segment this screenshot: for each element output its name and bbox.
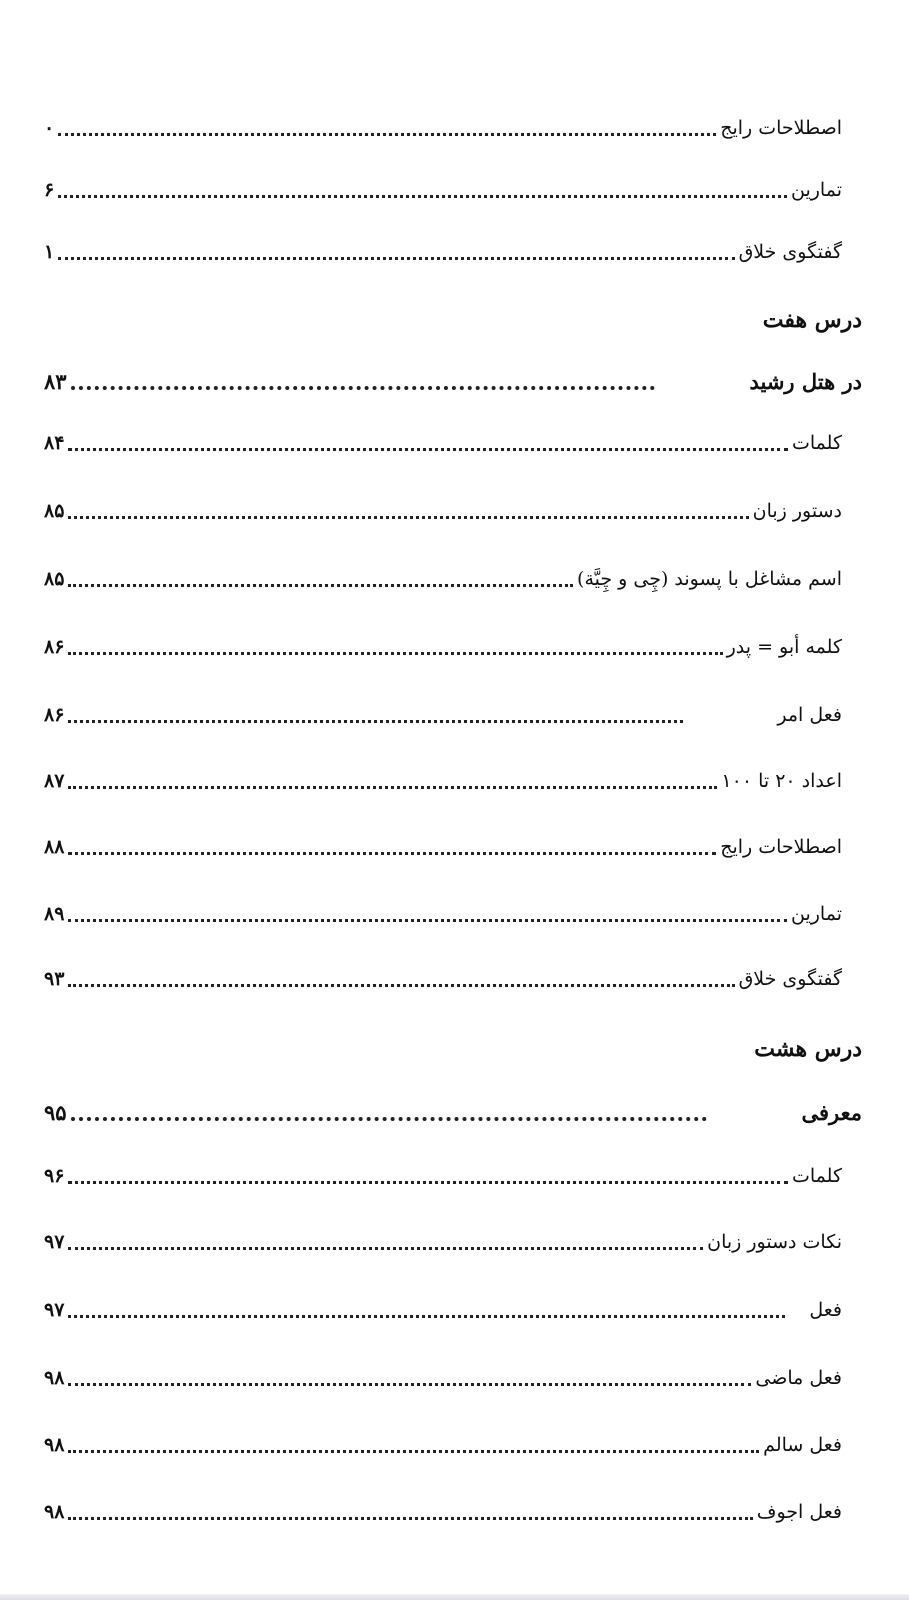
toc-entry-main xyxy=(44,364,862,400)
toc-entry-label: فعل امر xyxy=(777,704,842,726)
toc-entry-label: اصطلاحات رایج xyxy=(720,117,842,139)
toc-entry-label: فعل سالم xyxy=(763,1434,842,1456)
dot-leader xyxy=(68,1247,703,1250)
toc-entry-label: فعل ماضی xyxy=(755,1367,842,1389)
dot-leader xyxy=(68,584,573,587)
dot-leader xyxy=(68,448,788,451)
page-bottom-edge xyxy=(0,1594,909,1600)
toc-entry-page: ۸۵ xyxy=(44,500,65,522)
lesson-heading: درس هفت xyxy=(762,307,862,333)
dot-leader xyxy=(68,1517,752,1520)
toc-entry-page: ۸۷ xyxy=(44,770,65,792)
dot-leader xyxy=(68,852,716,855)
toc-entry-label: گفتگوی خلاق xyxy=(738,968,842,990)
toc-entry xyxy=(44,234,862,270)
toc-entry-page: ۹۸ xyxy=(44,1434,65,1456)
toc-entry xyxy=(44,1360,862,1396)
toc-entry-label: نکات دستور زبان xyxy=(707,1231,842,1253)
toc-entry-page: ۹۸ xyxy=(44,1367,65,1389)
toc-entry-page: ۹۶ xyxy=(44,1165,65,1187)
toc-entry-page: ۱ xyxy=(44,241,55,263)
toc-entry xyxy=(44,763,862,799)
toc-entry-page: ۸۶ xyxy=(44,704,65,726)
toc-entry-page: ۹۸ xyxy=(44,1501,65,1523)
dot-leader xyxy=(71,386,656,390)
toc-entry xyxy=(44,1292,862,1328)
dot-leader xyxy=(68,1181,788,1184)
toc-entry-label: دستور زبان xyxy=(752,500,842,522)
dot-leader xyxy=(68,652,722,655)
dot-leader xyxy=(68,984,734,987)
dot-leader xyxy=(58,195,787,198)
dot-leader xyxy=(71,1117,708,1121)
toc-entry xyxy=(44,110,862,146)
lesson-heading: درس هشت xyxy=(754,1036,862,1062)
toc-entry-page: ۹۳ xyxy=(44,968,65,990)
toc-entry xyxy=(44,697,862,733)
toc-entry xyxy=(44,493,862,529)
toc-entry xyxy=(44,1158,862,1194)
toc-entry xyxy=(44,961,862,997)
toc-entry-label: تمارین xyxy=(791,903,842,925)
toc-entry-label: کلمات xyxy=(792,432,842,454)
toc-entry-label: فعل اجوف xyxy=(756,1501,842,1523)
toc-entry-label: اعداد ۲۰ تا ۱۰۰ xyxy=(721,770,842,792)
dot-leader xyxy=(68,720,683,723)
dot-leader xyxy=(68,919,787,922)
toc-entry-label: اسم مشاغل با پسوند (چِی و چِیَّة) xyxy=(577,568,842,590)
toc-entry-label: در هتل رشید xyxy=(749,369,862,394)
toc-entry xyxy=(44,1427,862,1463)
dot-leader xyxy=(68,1450,759,1453)
dot-leader xyxy=(58,257,734,260)
dot-leader xyxy=(68,1383,751,1386)
toc-entry-page: ۸۴ xyxy=(44,432,65,454)
toc-entry xyxy=(44,561,862,597)
toc-entry-page: ۹۵ xyxy=(44,1100,67,1125)
toc-entry-label: گفتگوی خلاق xyxy=(738,241,842,263)
toc-entry-label: اصطلاحات رایج xyxy=(720,836,842,858)
toc-entry-label: تمارین xyxy=(791,179,842,201)
toc-entry xyxy=(44,1494,862,1530)
toc-entry-page: ۸۵ xyxy=(44,568,65,590)
toc-entry xyxy=(44,829,862,865)
toc-entry-label: کلمات xyxy=(792,1165,842,1187)
toc-entry-label: فعل xyxy=(809,1299,842,1321)
toc-entry xyxy=(44,896,862,932)
toc-entry xyxy=(44,425,862,461)
toc-entry-label: معرفی xyxy=(801,1100,862,1125)
toc-entry xyxy=(44,629,862,665)
toc-entry-label: کلمه أبو = پدر xyxy=(726,636,842,658)
toc-entry-main xyxy=(44,1095,862,1131)
toc-entry-page: ۸۳ xyxy=(44,369,67,394)
toc-entry-page: ۶ xyxy=(44,179,55,201)
toc-entry-page: ۸۸ xyxy=(44,836,65,858)
dot-leader xyxy=(68,1315,785,1318)
toc-entry xyxy=(44,172,862,208)
toc-entry-page: ۹۷ xyxy=(44,1299,65,1321)
dot-leader xyxy=(68,786,717,789)
toc-entry xyxy=(44,1224,862,1260)
toc-entry-page: ۹۷ xyxy=(44,1231,65,1253)
dot-leader xyxy=(58,133,716,136)
dot-leader xyxy=(68,516,748,519)
toc-entry-page: ۸۹ xyxy=(44,903,65,925)
toc-entry-page: ۰ xyxy=(44,117,55,139)
toc-entry-page: ۸۶ xyxy=(44,636,65,658)
